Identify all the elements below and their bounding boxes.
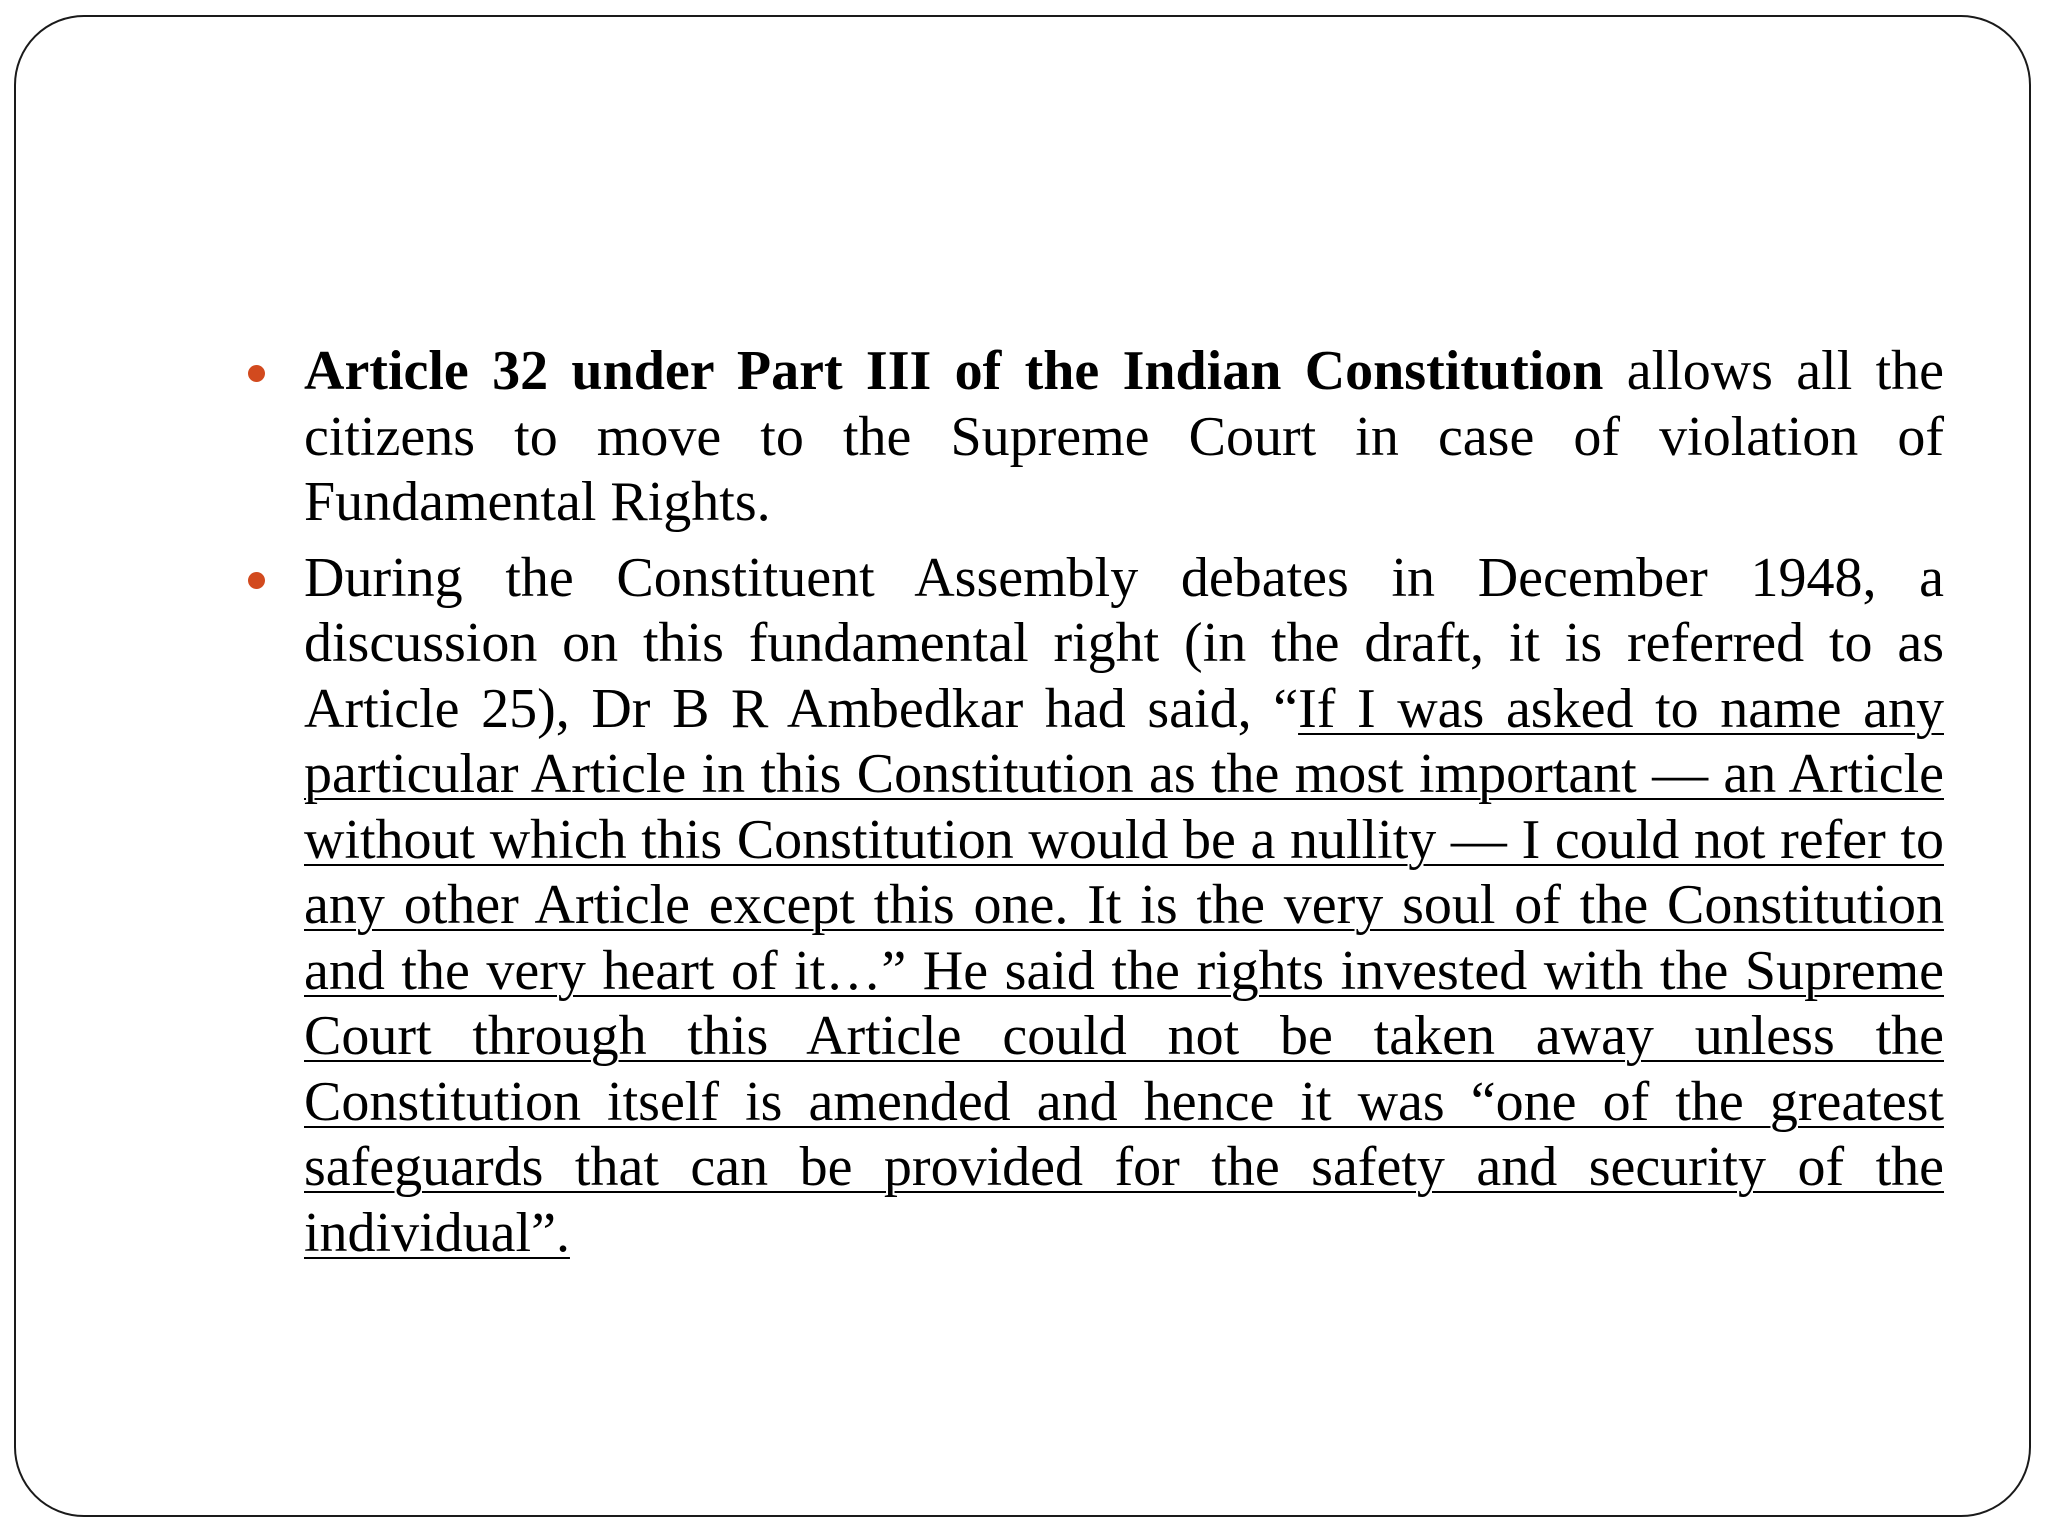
underlined-quote: If I was asked to name any particular Article in this Constitution as the most important — an Article without which this Constitution would be a nullity — I could not refer to any other Article except this one. It is the very soul of the Constitution and the very heart of it…” He said the rights invested with the Supreme Court through this Article could not be taken away unless the Constitution itself is amended and hence it was “one of the greatest safeguards that can be provided for the safety and security of the individual”. xyxy=(304,677,1944,1264)
bullet-dot-icon xyxy=(248,365,265,382)
bullet-text: allows all the citizens to move to the Supreme Court in case of violation of Fundamental Rights. xyxy=(304,340,1945,533)
bullet-intro-text: During the Constituent Assembly debates in December 1948, a discussion on this fundamental right (in the draft, it is referred to as Article 25), Dr B R Ambedkar had said, “ xyxy=(304,546,1944,740)
bullet-item-ambedkar-quote xyxy=(304,546,1944,1267)
bullet-dot-icon xyxy=(248,572,265,589)
bullet-bold-heading: Article 32 under Part III of the Indian Constitution xyxy=(304,340,1604,402)
slide-frame xyxy=(14,15,2031,1517)
bullet-item-article-32 xyxy=(304,339,1944,536)
slide-content xyxy=(304,339,1944,1276)
